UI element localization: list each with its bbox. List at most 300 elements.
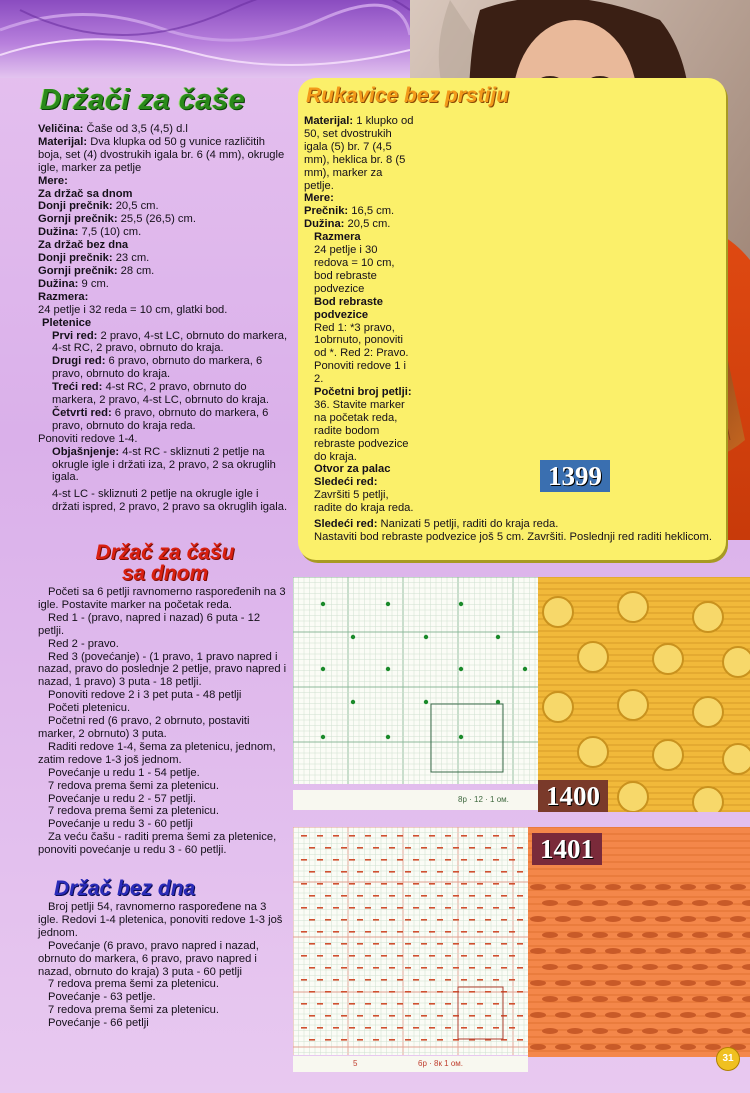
purl-mark — [349, 955, 355, 957]
purl-mark — [405, 895, 411, 897]
purl-mark — [301, 859, 307, 861]
purl-mark — [501, 871, 507, 873]
stitch-dot — [321, 602, 325, 606]
purl-bump — [667, 1028, 683, 1034]
purl-mark — [301, 955, 307, 957]
purl-mark — [397, 835, 403, 837]
purl-mark — [381, 1027, 387, 1029]
purl-bump — [692, 964, 708, 970]
purl-bump — [530, 1012, 546, 1018]
purl-bump — [630, 884, 646, 890]
purl-bump — [630, 1012, 646, 1018]
page-title: Držači za čaše — [40, 84, 246, 116]
purl-bump — [705, 1012, 721, 1018]
stitch-dot — [496, 635, 500, 639]
purl-bump — [592, 1028, 608, 1034]
purl-mark — [365, 1003, 371, 1005]
purl-mark — [373, 871, 379, 873]
purl-bump — [605, 1012, 621, 1018]
purl-bump — [605, 884, 621, 890]
purl-mark — [509, 955, 515, 957]
purl-bump — [630, 916, 646, 922]
purl-bump — [742, 1028, 750, 1034]
purl-mark — [333, 1003, 339, 1005]
purl-mark — [317, 883, 323, 885]
purl-mark — [389, 991, 395, 993]
purl-mark — [365, 859, 371, 861]
purl-mark — [445, 1027, 451, 1029]
purl-mark — [517, 919, 523, 921]
purl-mark — [325, 919, 331, 921]
purl-bump — [617, 996, 633, 1002]
purl-mark — [469, 895, 475, 897]
purl-mark — [413, 1027, 419, 1029]
purl-mark — [461, 883, 467, 885]
purl-bump — [580, 948, 596, 954]
purl-bump — [730, 980, 746, 986]
purl-bump — [655, 884, 671, 890]
purl-mark — [477, 955, 483, 957]
purl-mark — [381, 955, 387, 957]
purl-mark — [421, 847, 427, 849]
stitch-dot — [459, 667, 463, 671]
purl-mark — [437, 1015, 443, 1017]
purl-mark — [501, 943, 507, 945]
purl-mark — [349, 835, 355, 837]
purl-mark — [357, 847, 363, 849]
purl-mark — [437, 991, 443, 993]
purl-mark — [421, 1039, 427, 1041]
purl-bump — [717, 900, 733, 906]
purl-mark — [517, 1015, 523, 1017]
purl-mark — [509, 907, 515, 909]
purl-mark — [445, 955, 451, 957]
purl-mark — [461, 859, 467, 861]
purl-bump — [542, 900, 558, 906]
purl-mark — [389, 967, 395, 969]
purl-bump — [680, 884, 696, 890]
purl-mark — [493, 883, 499, 885]
gloves-left-text: Materijal: 1 klupko od 50, set dvostrukih igala (5) br. 7 (4,5 mm), heklica br. 8 (5 mm), marker za petlje. Mere: Prečnik: 16,5 cm. Dužina: 20,5 cm. Razmera 24 petlje i 30 redova = 10 cm, bod rebraste podvezice Bod rebraste podvezice Red 1: *3 pravo, 1obrnuto, ponoviti od *. Red 2: Pravo. Ponoviti redove 1 i 2. Početni broj petlji: 36. Stavite marker na početak reda, radite bodom rebraste podvezice do kraja. Otvor za palac Sledeći red: Završiti 5 petlji, radite do kraja reda. — [304, 115, 414, 515]
purl-mark — [405, 847, 411, 849]
purl-mark — [381, 907, 387, 909]
purl-mark — [381, 883, 387, 885]
purl-mark — [509, 859, 515, 861]
purl-mark — [301, 931, 307, 933]
purl-mark — [405, 943, 411, 945]
purl-mark — [357, 871, 363, 873]
purl-mark — [301, 883, 307, 885]
purl-mark — [325, 871, 331, 873]
purl-mark — [429, 859, 435, 861]
purl-mark — [437, 895, 443, 897]
purl-mark — [341, 895, 347, 897]
purl-bump — [730, 884, 746, 890]
purl-bump — [567, 932, 583, 938]
purl-mark — [485, 967, 491, 969]
chart-1401-grid — [293, 827, 528, 1055]
purl-bump — [555, 948, 571, 954]
gauge-text: 24 petlje i 32 reda = 10 cm, glatki bod. — [38, 303, 228, 316]
purl-mark — [421, 1015, 427, 1017]
purl-mark — [397, 883, 403, 885]
purl-mark — [397, 979, 403, 981]
purl-mark — [405, 919, 411, 921]
purl-mark — [413, 907, 419, 909]
purl-mark — [493, 835, 499, 837]
purl-mark — [325, 967, 331, 969]
purl-mark — [373, 991, 379, 993]
purl-mark — [341, 871, 347, 873]
purl-mark — [301, 979, 307, 981]
purl-mark — [365, 979, 371, 981]
purl-mark — [405, 871, 411, 873]
purl-mark — [485, 871, 491, 873]
purl-mark — [381, 931, 387, 933]
bobble — [618, 690, 648, 720]
stitch-dot — [386, 667, 390, 671]
purl-mark — [493, 907, 499, 909]
purl-mark — [357, 1039, 363, 1041]
purl-mark — [309, 967, 315, 969]
purl-mark — [469, 1015, 475, 1017]
purl-mark — [421, 895, 427, 897]
instruction-line: Za veću čašu - raditi prema šemi za pletenice, ponoviti povećanje u redu 3 - 60 petlji. — [38, 831, 277, 857]
stitch-dot — [351, 700, 355, 704]
purl-mark — [461, 931, 467, 933]
purl-bump — [705, 916, 721, 922]
purl-mark — [501, 847, 507, 849]
purl-mark — [365, 907, 371, 909]
purl-mark — [453, 871, 459, 873]
bobble — [693, 787, 723, 812]
bobble — [723, 647, 750, 677]
purl-mark — [341, 967, 347, 969]
purl-bump — [542, 996, 558, 1002]
purl-mark — [421, 943, 427, 945]
purl-mark — [469, 871, 475, 873]
purl-bump — [555, 884, 571, 890]
purl-mark — [349, 1003, 355, 1005]
size-line: Veličina: Čaše od 3,5 (4,5) d.l — [38, 123, 188, 135]
purl-bump — [592, 932, 608, 938]
purl-bump — [530, 884, 546, 890]
purl-mark — [501, 895, 507, 897]
purl-mark — [437, 919, 443, 921]
instruction-line: Početi pletenicu. — [48, 702, 131, 715]
purl-mark — [309, 895, 315, 897]
purl-mark — [349, 1027, 355, 1029]
bobble — [618, 592, 648, 622]
gloves-bottom-text: Sledeći red: Nanizati 5 petlji, raditi do kraja reda. Nastaviti bod rebraste podvezice još 5 cm. Završiti. Poslednji red raditi heklicom. — [314, 518, 712, 543]
purl-bump — [730, 1012, 746, 1018]
purl-mark — [413, 859, 419, 861]
section2-body — [38, 586, 288, 857]
purl-bump — [592, 996, 608, 1002]
purl-mark — [445, 907, 451, 909]
purl-mark — [493, 1003, 499, 1005]
purl-bump — [680, 1012, 696, 1018]
purl-bump — [667, 900, 683, 906]
purl-mark — [517, 895, 523, 897]
purl-mark — [461, 835, 467, 837]
purl-mark — [469, 943, 475, 945]
purl-bump — [742, 996, 750, 1002]
instruction-line: Red 1 - (pravo, napred i nazad) 6 puta - 12 petlji. — [38, 611, 261, 637]
purl-mark — [317, 931, 323, 933]
purl-mark — [509, 1003, 515, 1005]
purl-bump — [680, 1044, 696, 1050]
purl-bump — [567, 1028, 583, 1034]
purl-mark — [301, 835, 307, 837]
badge-1399: 1399 — [540, 460, 610, 492]
stitch-dot — [424, 635, 428, 639]
purl-bump — [642, 932, 658, 938]
bobble — [723, 744, 750, 774]
purl-mark — [333, 883, 339, 885]
section2-title: Držač za čašu sa dnom — [95, 541, 235, 585]
chart-1401-legend: 5 6р · 8к 1 ом. — [293, 1056, 528, 1072]
purl-mark — [357, 991, 363, 993]
purl-mark — [309, 919, 315, 921]
instruction-line: 7 redova prema šemi za pletenicu. — [48, 1004, 220, 1017]
purl-bump — [705, 948, 721, 954]
purl-mark — [341, 1039, 347, 1041]
purl-mark — [413, 979, 419, 981]
stitch-dot — [424, 700, 428, 704]
measures-heading: Mere: — [38, 174, 68, 187]
purl-mark — [381, 835, 387, 837]
purl-mark — [333, 907, 339, 909]
purl-mark — [477, 835, 483, 837]
purl-mark — [477, 859, 483, 861]
purl-mark — [517, 991, 523, 993]
purl-bump — [642, 996, 658, 1002]
purl-mark — [301, 1027, 307, 1029]
bobble — [543, 692, 573, 722]
purl-bump — [617, 1028, 633, 1034]
purl-bump — [717, 1028, 733, 1034]
purl-mark — [493, 931, 499, 933]
purl-bump — [555, 916, 571, 922]
purl-bump — [655, 948, 671, 954]
instruction-line: Početni red (6 pravo, 2 obrnuto, postaviti marker, 2 obrnuto) 3 puta. — [38, 715, 250, 740]
instruction-line: Red 2 - pravo. — [48, 637, 119, 650]
purl-bump — [680, 948, 696, 954]
purl-bump — [580, 884, 596, 890]
purl-mark — [445, 835, 451, 837]
purl-mark — [485, 847, 491, 849]
purl-mark — [309, 1015, 315, 1017]
chart-1400-grid — [293, 577, 538, 784]
instruction-line: Broj petlji 54, ravnomerno raspoređene na 3 igle. Redovi 1-4 pletenica, ponoviti redove 1-3 još jednom. — [38, 901, 283, 939]
purl-mark — [517, 847, 523, 849]
purl-mark — [357, 919, 363, 921]
purl-bump — [667, 932, 683, 938]
purl-bump — [630, 1044, 646, 1050]
bobble — [693, 697, 723, 727]
purl-mark — [429, 883, 435, 885]
purl-mark — [429, 1027, 435, 1029]
purl-bump — [542, 932, 558, 938]
purl-mark — [501, 1015, 507, 1017]
purl-bump — [692, 996, 708, 1002]
purl-bump — [530, 1044, 546, 1050]
purl-mark — [445, 979, 451, 981]
purl-mark — [325, 1039, 331, 1041]
instruction-line: Povećanje u redu 1 - 54 petlje. — [48, 766, 200, 779]
purl-mark — [397, 955, 403, 957]
purl-mark — [341, 991, 347, 993]
photo-overlap — [410, 78, 750, 510]
section3-title: Držač bez dna — [54, 877, 196, 900]
purl-bump — [667, 964, 683, 970]
purl-bump — [642, 900, 658, 906]
purl-bump — [730, 916, 746, 922]
purl-mark — [373, 895, 379, 897]
purl-mark — [389, 943, 395, 945]
purl-mark — [461, 907, 467, 909]
purl-mark — [501, 967, 507, 969]
purl-mark — [381, 1003, 387, 1005]
purl-mark — [309, 943, 315, 945]
purl-mark — [461, 1027, 467, 1029]
purl-mark — [469, 991, 475, 993]
purl-mark — [365, 955, 371, 957]
purl-mark — [453, 943, 459, 945]
bobble — [578, 642, 608, 672]
purl-bump — [542, 964, 558, 970]
instruction-line: Raditi redove 1-4, šema za pletenicu, jednom, zatim redove 1-3 još jednom. — [38, 740, 276, 766]
instruction-line: Povećanje - 66 petlji — [48, 1017, 149, 1030]
purl-mark — [469, 847, 475, 849]
purl-mark — [485, 919, 491, 921]
purl-mark — [389, 871, 395, 873]
purl-mark — [517, 967, 523, 969]
purl-bump — [567, 900, 583, 906]
purl-bump — [530, 948, 546, 954]
purl-bump — [730, 948, 746, 954]
purl-mark — [389, 847, 395, 849]
purl-bump — [567, 996, 583, 1002]
purl-mark — [509, 931, 515, 933]
purl-mark — [445, 883, 451, 885]
purl-mark — [389, 895, 395, 897]
purl-bump — [630, 980, 646, 986]
instruction-line: 7 redova prema šemi za pletenicu. — [48, 779, 220, 792]
purl-mark — [437, 1039, 443, 1041]
purl-bump — [667, 996, 683, 1002]
purl-bump — [742, 900, 750, 906]
purl-bump — [580, 980, 596, 986]
purl-mark — [429, 931, 435, 933]
section3-body — [38, 901, 288, 1030]
chart-1400 — [293, 577, 538, 784]
stitch-dot — [386, 602, 390, 606]
swatch-1400 — [538, 577, 750, 812]
purl-mark — [477, 1027, 483, 1029]
bobble-pattern — [538, 577, 750, 812]
bobble — [618, 782, 648, 812]
purl-bump — [655, 1044, 671, 1050]
purl-bump — [567, 964, 583, 970]
badge-1401: 1401 — [532, 833, 602, 865]
purl-mark — [493, 1027, 499, 1029]
stitch-dot — [459, 735, 463, 739]
purl-bump — [717, 964, 733, 970]
purl-mark — [493, 955, 499, 957]
bobble — [693, 602, 723, 632]
purl-bump — [555, 1044, 571, 1050]
purl-mark — [397, 931, 403, 933]
purl-mark — [325, 991, 331, 993]
purl-mark — [405, 1015, 411, 1017]
purl-mark — [349, 883, 355, 885]
purl-bump — [542, 1028, 558, 1034]
purl-bump — [692, 932, 708, 938]
instruction-line: Povećanje - 63 petlje. — [48, 991, 156, 1004]
purl-mark — [461, 979, 467, 981]
instruction-line: 7 redova prema šemi za pletenicu. — [48, 978, 220, 991]
purl-mark — [421, 967, 427, 969]
purl-mark — [421, 919, 427, 921]
purl-bump — [630, 948, 646, 954]
purl-bump — [605, 948, 621, 954]
purl-bump — [555, 980, 571, 986]
purl-bump — [742, 932, 750, 938]
purl-mark — [309, 1039, 315, 1041]
purl-bump — [605, 1044, 621, 1050]
purl-mark — [493, 859, 499, 861]
purl-bump — [705, 980, 721, 986]
decorative-swirl — [0, 0, 410, 78]
purl-bump — [705, 884, 721, 890]
instruction-line: Red 3 (povećanje) - (1 pravo, 1 pravo napred i nazad, pravo do poslednje 2 petlje, pravo napred i nazad, 1 pravo) 3 puta - 18 petlji. — [38, 650, 287, 689]
purl-mark — [341, 943, 347, 945]
purl-bump — [580, 1044, 596, 1050]
purl-mark — [437, 847, 443, 849]
purl-bump — [580, 1012, 596, 1018]
with-base-heading: Za držač sa dnom — [38, 187, 133, 200]
purl-bump — [717, 932, 733, 938]
purl-mark — [357, 1015, 363, 1017]
purl-mark — [445, 859, 451, 861]
purl-mark — [381, 979, 387, 981]
purl-bump — [655, 1012, 671, 1018]
instruction-line: Povećanje u redu 2 - 57 petlji. — [48, 792, 197, 805]
purl-mark — [317, 979, 323, 981]
purl-mark — [453, 967, 459, 969]
purl-mark — [413, 835, 419, 837]
purl-mark — [317, 1003, 323, 1005]
purl-bump — [655, 916, 671, 922]
purl-mark — [485, 943, 491, 945]
stitch-dot — [351, 635, 355, 639]
cables-heading: Pletenice — [42, 316, 92, 329]
purl-bump — [692, 1028, 708, 1034]
purl-mark — [501, 991, 507, 993]
purl-mark — [421, 991, 427, 993]
purl-mark — [397, 1003, 403, 1005]
purl-mark — [517, 943, 523, 945]
purl-mark — [493, 979, 499, 981]
purl-mark — [485, 895, 491, 897]
purl-mark — [365, 1027, 371, 1029]
purl-mark — [397, 1027, 403, 1029]
purl-mark — [453, 919, 459, 921]
chart-1400-legend: 8р · 12 · 1 ом. — [293, 790, 538, 810]
purl-mark — [413, 883, 419, 885]
